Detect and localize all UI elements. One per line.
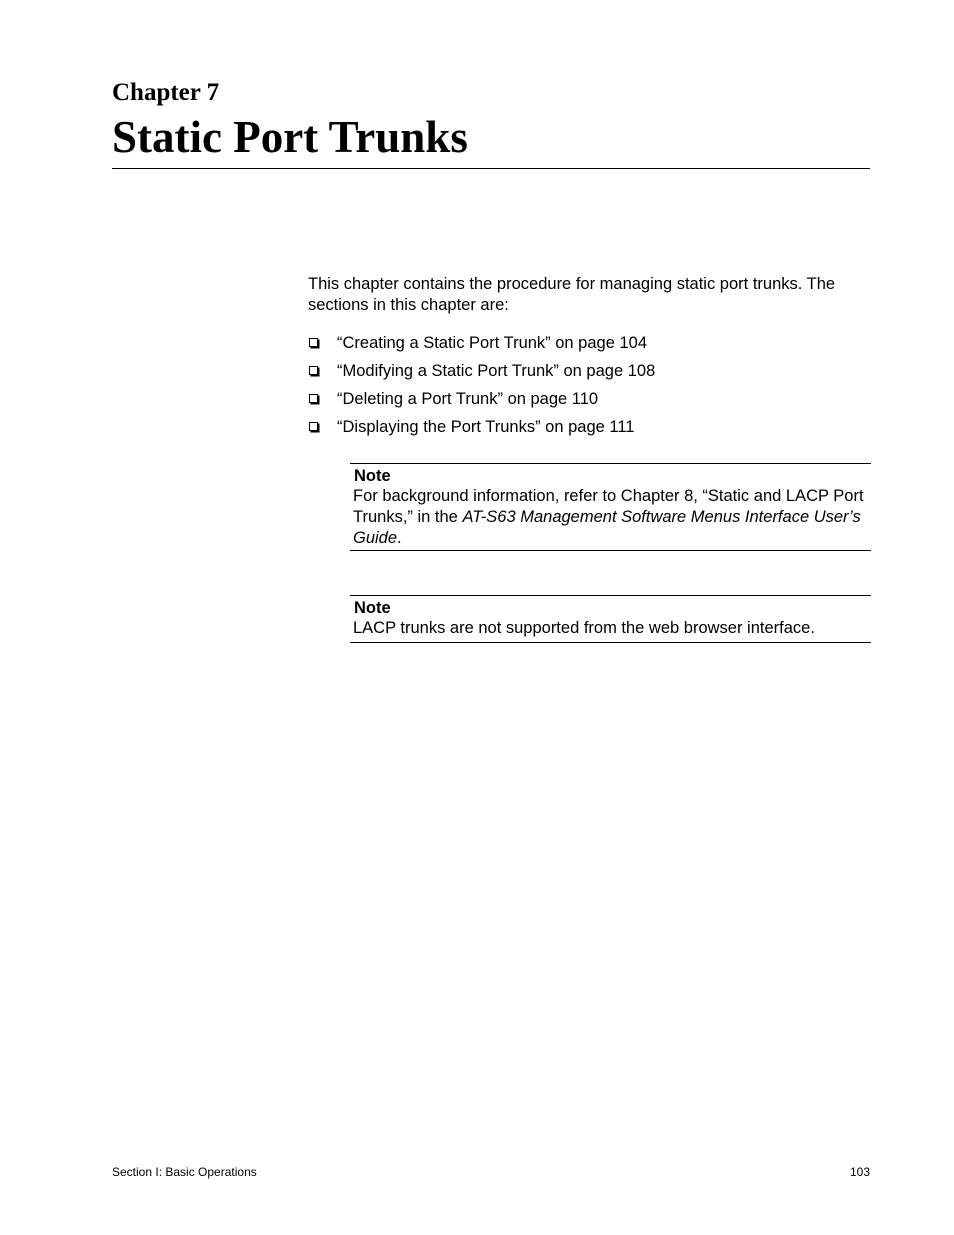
footer-page-number: 103	[849, 1165, 870, 1179]
guide-title: AT-S63 Management Software Menus Interface User’s Guide	[353, 508, 861, 547]
note-box-background	[350, 463, 871, 551]
section-link[interactable]: “Deleting a Port Trunk” on page 110	[337, 390, 599, 408]
list-item[interactable]	[308, 332, 655, 360]
note-label: Note	[354, 599, 391, 617]
note-text-plain: For background information, refer to Chapter 8, “Static and LACP Port Trunks,” in the	[353, 487, 864, 526]
intro-paragraph: This chapter contains the procedure for managing static port trunks. The sections in this chapter are:	[308, 275, 836, 314]
checkbox-bullet-icon	[309, 366, 318, 375]
section-link[interactable]: “Modifying a Static Port Trunk” on page 108	[337, 362, 656, 380]
note-text	[353, 486, 871, 549]
checkbox-bullet-icon	[309, 394, 318, 403]
section-link[interactable]: “Creating a Static Port Trunk” on page 104	[337, 334, 648, 352]
list-item[interactable]	[308, 416, 655, 444]
note-label: Note	[354, 467, 391, 485]
note-text: LACP trunks are not supported from the web browser interface.	[353, 619, 815, 637]
chapter-label: Chapter 7	[112, 79, 220, 106]
section-list	[308, 332, 655, 444]
note-text-end: .	[397, 529, 402, 547]
checkbox-bullet-icon	[309, 422, 318, 431]
checkbox-bullet-icon	[309, 338, 318, 347]
note-box-lacp	[350, 595, 871, 643]
section-link[interactable]: “Displaying the Port Trunks” on page 111	[337, 418, 635, 436]
list-item[interactable]	[308, 388, 655, 416]
chapter-title: Static Port Trunks	[112, 112, 468, 162]
title-rule	[112, 168, 870, 169]
footer-section: Section I: Basic Operations	[112, 1165, 257, 1179]
list-item[interactable]	[308, 360, 655, 388]
